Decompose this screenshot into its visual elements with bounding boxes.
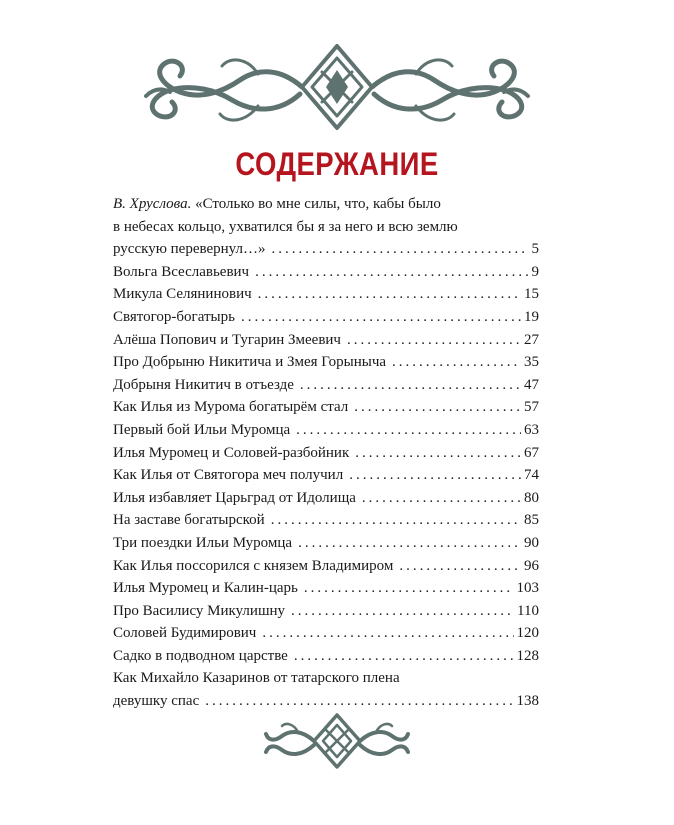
toc-entry-title: На заставе богатырской	[113, 512, 265, 529]
toc-entry	[113, 329, 539, 352]
leader-dots	[258, 283, 521, 306]
toc-page-number: 67	[524, 444, 539, 461]
toc-entry-title: Как Илья из Мурома богатырём стал	[113, 399, 349, 416]
toc-entry	[113, 509, 539, 532]
toc-page-number: 19	[524, 308, 539, 325]
toc-entry	[113, 555, 539, 578]
leader-dots	[291, 600, 514, 623]
toc-entry	[113, 622, 539, 645]
toc-entry	[113, 306, 539, 329]
leader-dots	[355, 442, 521, 465]
toc-entry-title: Три поездки Ильи Муромца	[113, 534, 293, 551]
toc-entry-title: Илья Муромец и Калин-царь	[113, 580, 298, 597]
toc-page-number: 74	[524, 467, 539, 484]
toc-page-number: 120	[516, 625, 539, 642]
toc-page-number: 47	[524, 376, 539, 393]
toc-entry	[113, 419, 539, 442]
toc-page-number: 9	[531, 263, 539, 280]
leader-dots	[392, 351, 521, 374]
toc-entry-title: «Столько во мне силы, что, кабы было	[195, 196, 441, 212]
leader-dots	[294, 645, 514, 668]
toc-page-number: 5	[531, 241, 539, 258]
toc-entry-title: русскую перевернул…»	[113, 241, 266, 258]
leader-dots	[272, 238, 529, 261]
leader-dots	[298, 532, 521, 555]
toc-entry-title: Вольга Всеславьевич	[113, 263, 250, 280]
leader-dots	[349, 464, 521, 487]
leader-dots	[205, 690, 513, 713]
leader-dots	[347, 329, 521, 352]
leader-dots	[304, 577, 514, 600]
toc-entry-title: Садко в подводном царстве	[113, 647, 288, 664]
toc-page-number: 57	[524, 399, 539, 416]
toc-entry	[113, 374, 539, 397]
toc-page-number: 103	[516, 580, 539, 597]
toc-page-number: 128	[516, 647, 539, 664]
toc-entry	[113, 487, 539, 510]
toc-entry	[113, 464, 539, 487]
leader-dots	[255, 261, 528, 284]
leader-dots	[262, 622, 513, 645]
toc-page-number: 63	[524, 421, 539, 438]
toc-entry-title: девушку спас	[113, 693, 200, 710]
leader-dots	[241, 306, 521, 329]
toc-entry	[113, 193, 539, 216]
toc-entry	[113, 600, 539, 623]
toc-entry-title: Алёша Попович и Тугарин Змеевич	[113, 331, 341, 348]
leader-dots	[271, 509, 521, 532]
toc-entry	[113, 283, 539, 306]
toc-entry-title: Как Илья от Святогора меч получил	[113, 467, 344, 484]
leader-dots	[399, 555, 521, 578]
toc-page-number: 15	[524, 286, 539, 303]
toc-page-number: 85	[524, 512, 539, 529]
toc-entry-title: Добрыня Никитич в отъезде	[113, 376, 294, 393]
toc-page-number: 138	[516, 693, 539, 710]
toc-entry	[113, 396, 539, 419]
toc-author: В. Хруслова.	[113, 196, 192, 212]
toc-entry	[113, 645, 539, 668]
toc-entry	[113, 532, 539, 555]
toc-page-number: 35	[524, 354, 539, 371]
toc-entry-title: Как Илья поссорился с князем Владимиром	[113, 557, 394, 574]
toc-page-number: 110	[517, 602, 539, 619]
toc-entry-title: Как Михайло Казаринов от татарского плена	[113, 670, 400, 687]
toc-entry	[113, 442, 539, 465]
ornamental-knot-footer-icon	[262, 712, 412, 770]
leader-dots	[354, 396, 521, 419]
toc-page-number: 80	[524, 489, 539, 506]
toc-page-number: 27	[524, 331, 539, 348]
toc-entry	[113, 577, 539, 600]
leader-dots	[300, 374, 521, 397]
toc-entry	[113, 261, 539, 284]
ornamental-knot-header-icon	[140, 44, 534, 134]
leader-dots	[362, 487, 521, 510]
toc-entry-title: Микула Селянинович	[113, 286, 252, 303]
leader-dots	[296, 419, 521, 442]
toc-page-number: 90	[524, 534, 539, 551]
toc-entry-title: Соловей Будимирович	[113, 625, 257, 642]
page-title: СОДЕРЖАНИЕ	[235, 146, 439, 182]
toc-entry-title: Про Василису Микулишну	[113, 602, 286, 619]
toc-entry-title: Илья избавляет Царьград от Идолища	[113, 489, 356, 506]
toc-entry-title: Первый бой Ильи Муромца	[113, 421, 291, 438]
toc-entry-title: Илья Муромец и Соловей-разбойник	[113, 444, 350, 461]
toc-page-number: 96	[524, 557, 539, 574]
toc-entry-title: Святогор-богатырь	[113, 308, 235, 325]
table-of-contents	[113, 193, 539, 713]
toc-entry	[113, 351, 539, 374]
toc-entry	[113, 667, 539, 690]
toc-entry-title: в небесах кольцо, ухватился бы я за него и всю землю	[113, 218, 458, 235]
toc-entry-title: Про Добрыню Никитича и Змея Горыныча	[113, 354, 387, 371]
